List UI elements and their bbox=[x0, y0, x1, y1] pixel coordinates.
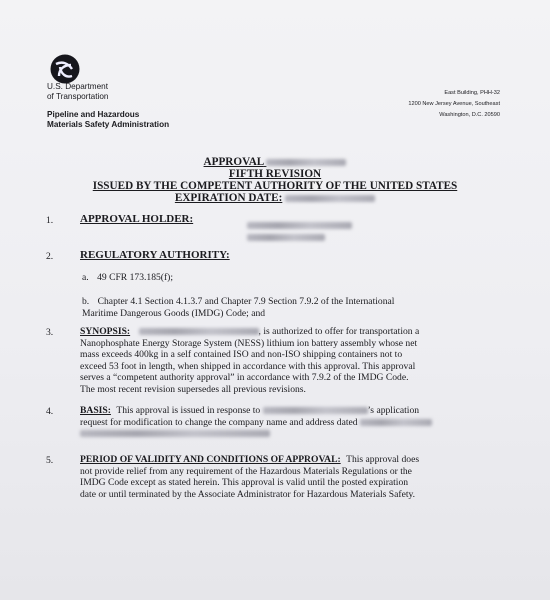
address-line: 1200 New Jersey Avenue, Southeast bbox=[408, 101, 500, 108]
section-number: 1. bbox=[46, 215, 54, 226]
synopsis-text: Nanophosphate Energy Storage System (NESS) lithium ion battery assembly whose net bbox=[80, 337, 418, 349]
expiration-label: EXPIRATION DATE: bbox=[174, 192, 283, 204]
synopsis-text: mass exceeds 400kg in a self contained ISO and non-ISO shipping containers not to bbox=[80, 349, 403, 361]
address-line: East Building, PHH-32 bbox=[444, 90, 500, 96]
revision-label: FIFTH REVISION bbox=[228, 168, 322, 180]
validity-text: This approval does bbox=[346, 454, 420, 465]
basis-line-1 bbox=[80, 405, 500, 417]
validity-line-1 bbox=[80, 454, 500, 466]
list-label: a. bbox=[82, 272, 89, 283]
issued-label: ISSUED BY THE COMPETENT AUTHORITY OF THE UNITED STATES bbox=[92, 180, 458, 192]
validity-text: date or until terminated by the Associate Administrator for Hazardous Materials Safety. bbox=[80, 488, 416, 500]
administration-name bbox=[47, 110, 169, 130]
synopsis-text: The most recent revision supersedes all previous revisions. bbox=[80, 383, 306, 395]
section-heading-approval-holder: APPROVAL HOLDER: bbox=[80, 213, 194, 225]
department-line-2: of Transportation bbox=[47, 92, 109, 101]
department-line: U.S. Department bbox=[47, 82, 108, 91]
section-heading-validity: PERIOD OF VALIDITY AND CONDITIONS OF APPROVAL: bbox=[80, 454, 341, 465]
redacted-company-name bbox=[139, 328, 259, 335]
dot-logo-icon bbox=[50, 54, 80, 84]
validity-text: not provide relief from any requirement of the Hazardous Materials Regulations or the bbox=[80, 465, 412, 477]
redacted-company-name bbox=[263, 407, 368, 414]
list-label: b. bbox=[82, 296, 90, 307]
list-text: Chapter 4.1 Section 4.1.3.7 and Chapter 7.9 Section 7.9.2 of the International bbox=[97, 296, 395, 307]
list-text-continued: Maritime Dangerous Goods (IMDG) Code; and bbox=[82, 308, 266, 319]
synopsis-text: , is authorized to offer for transportation a bbox=[258, 326, 420, 337]
redacted-expiration-date bbox=[285, 195, 375, 202]
revision-title bbox=[0, 169, 550, 181]
section-heading-regulatory-authority: REGULATORY AUTHORITY: bbox=[80, 249, 230, 261]
basis-line-2 bbox=[80, 417, 500, 429]
list-item-b bbox=[82, 296, 394, 308]
section-heading-basis: BASIS: bbox=[80, 405, 111, 416]
address-line: Washington, D.C. 20590 bbox=[439, 112, 500, 119]
list-text: 49 CFR 173.185(f); bbox=[97, 272, 174, 283]
admin-line-2: Materials Safety Administration bbox=[47, 120, 170, 129]
expiration-title bbox=[0, 193, 550, 205]
section-number: 4. bbox=[46, 406, 54, 417]
basis-paragraph bbox=[80, 405, 500, 440]
section-heading-synopsis: SYNOPSIS: bbox=[80, 326, 131, 337]
redacted-date bbox=[360, 419, 432, 426]
office-address bbox=[408, 88, 500, 122]
approval-title bbox=[0, 157, 550, 169]
redacted-approval-number bbox=[266, 159, 346, 166]
synopsis-text: exceed 53 foot in length, when shipped in accordance with this approval. This approval bbox=[80, 360, 416, 372]
issued-title bbox=[0, 181, 550, 193]
agency-name bbox=[47, 82, 108, 102]
synopsis-text: serves a “competent authority approval” in accordance with 7.9.2 of the IMDG Code. bbox=[80, 372, 409, 384]
synopsis-line-1 bbox=[80, 326, 500, 338]
basis-line-3 bbox=[80, 428, 500, 440]
synopsis-paragraph bbox=[80, 326, 500, 396]
redacted-holder-address bbox=[247, 228, 325, 246]
approval-label: APPROVAL bbox=[203, 156, 264, 168]
redacted-supplemental-text bbox=[80, 430, 270, 437]
basis-text: ’s application bbox=[367, 405, 420, 416]
section-number: 2. bbox=[46, 251, 54, 262]
validity-text: IMDG Code except as stated herein. This approval is valid until the posted expiration bbox=[80, 477, 409, 489]
validity-paragraph bbox=[80, 454, 500, 500]
basis-text: This approval is issued in response to bbox=[116, 405, 261, 416]
section-number: 3. bbox=[46, 327, 54, 338]
admin-line: Pipeline and Hazardous bbox=[47, 110, 140, 119]
section-number: 5. bbox=[46, 455, 54, 466]
basis-text: request for modification to change the company name and address dated bbox=[80, 416, 358, 428]
list-item-a bbox=[82, 272, 173, 284]
